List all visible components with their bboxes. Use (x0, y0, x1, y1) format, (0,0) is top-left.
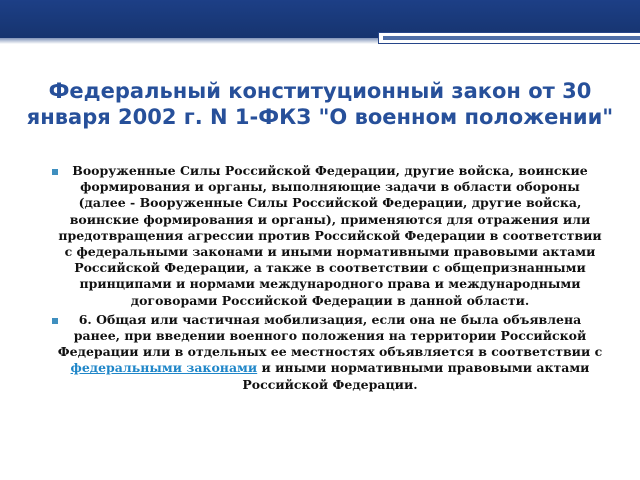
list-item (56, 163, 604, 309)
square-bullet-icon (52, 318, 58, 324)
header-accent-line (383, 36, 640, 40)
list-item-text: Вооруженные Силы Российской Федерации, другие войска, воинские формирования и органы, выполняющие задачи в области обороны (далее - Вооруженные Силы Российской Федерации, другие войска, воинские формирования и органы), применяются для отражения или предотвращения агрессии против Российской Федерации в соответствии с федеральными законами и иными нормативными правовыми актами Российской Федерации, а также в соответствии с общепризнанными принципами и нормами международного права и международными договорами Российской Федерации в данной области. (58, 163, 602, 308)
list-item-text-before: 6. Общая или частичная мобилизация, если она не была объявлена ранее, при введении военного положения на территории Российской Федерации или в отдельных ее местностях объявляется в соответствии с (57, 311, 603, 360)
header-accent-bar (378, 32, 640, 44)
square-bullet-icon (52, 169, 58, 175)
list-item-text-after: и иными нормативными правовыми актами Российской Федерации. (242, 360, 590, 392)
slide-title: Федеральный конституционный закон от 30 января 2002 г. N 1-ФКЗ "О военном положении" (26, 79, 614, 129)
federal-laws-link[interactable]: федеральными законами (70, 360, 258, 376)
list-item (56, 312, 604, 393)
slide-content-list (56, 163, 604, 393)
